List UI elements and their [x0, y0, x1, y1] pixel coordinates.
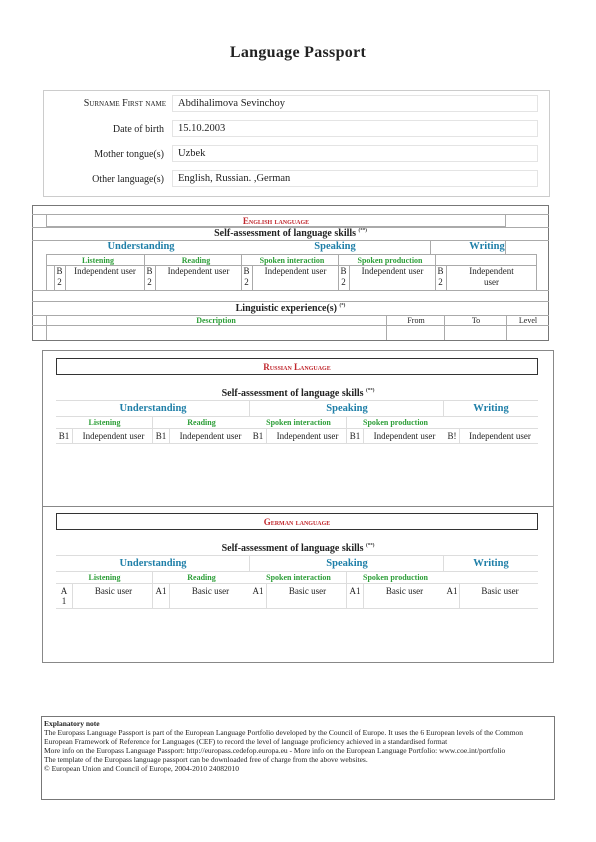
other-languages-label: Other language(s)	[92, 174, 164, 185]
russian-writing-code: B!	[447, 431, 457, 441]
explanatory-note-heading: Explanatory note	[44, 719, 100, 728]
german-self-assessment-mark: (**)	[366, 543, 375, 549]
german-listening-desc: Basic user	[94, 586, 133, 596]
russian-understanding: Understanding	[119, 403, 187, 414]
explanatory-note-box	[41, 716, 555, 800]
german-spoken-production: Spoken production	[363, 573, 428, 582]
german-spoken-interaction: Spoken interaction	[266, 573, 331, 582]
english-production-desc: Independent user	[361, 266, 424, 276]
english-listening-desc: Independent user	[74, 266, 136, 276]
german-section	[42, 506, 554, 663]
name-field[interactable]: Abdihalimova Sevinchoy	[172, 95, 538, 112]
german-interaction-code: A1	[252, 586, 264, 596]
russian-listening-code: B1	[58, 431, 70, 441]
english-writing-desc: Independent user	[469, 266, 514, 287]
russian-self-assessment-text: Self-assessment of language skills	[221, 388, 364, 399]
russian-reading-code: B1	[155, 431, 167, 441]
explanatory-note-line: © European Union and Council of Europe, 2004-2010 24082010	[44, 764, 240, 773]
english-production-code: B 2	[340, 266, 347, 287]
german-self-assessment	[43, 543, 553, 554]
english-writing-code: B 2	[437, 266, 444, 287]
russian-writing-desc: Independent user	[469, 431, 531, 441]
russian-section	[42, 350, 554, 507]
russian-listening: Listening	[88, 418, 121, 427]
german-production-desc: Basic user	[385, 586, 424, 596]
page-title: Language Passport	[229, 44, 367, 61]
mother-tongue-label: Mother tongue(s)	[94, 149, 164, 160]
german-writing-code: A1	[446, 586, 458, 596]
english-reading: Reading	[181, 256, 211, 265]
german-writing: Writing	[473, 558, 509, 569]
english-reading-code: B 2	[146, 266, 153, 287]
explanatory-note-line: The template of the Europass language passport can be downloaded free of charge from the above websites.	[44, 755, 368, 764]
german-reading: Reading	[187, 573, 216, 582]
mother-tongue-field[interactable]: Uzbek	[172, 145, 538, 162]
english-from-header: From	[407, 316, 425, 325]
german-listening: Listening	[88, 573, 121, 582]
german-listening-code: A 1	[60, 586, 68, 606]
russian-heading: Russian Language	[263, 362, 331, 372]
russian-reading: Reading	[187, 418, 216, 427]
russian-reading-desc: Independent user	[179, 431, 242, 441]
german-speaking: Speaking	[326, 558, 368, 569]
german-reading-code: A1	[155, 586, 167, 596]
english-experience	[32, 303, 549, 314]
english-section	[32, 205, 549, 341]
russian-production-desc: Independent user	[373, 431, 436, 441]
english-level-header: Level	[518, 316, 538, 325]
english-spoken-interaction: Spoken interaction	[259, 256, 325, 265]
english-interaction-desc: Independent user	[264, 266, 327, 276]
explanatory-note-line: More info on the Europass Language Passport: http://europass.cedefop.europa.eu - More info on the European Language Portfolio: www.coe.int/portfolio	[44, 746, 506, 755]
russian-writing: Writing	[473, 403, 509, 414]
english-understanding: Understanding	[107, 241, 175, 252]
russian-production-code: B1	[349, 431, 361, 441]
german-self-assessment-text: Self-assessment of language skills	[221, 543, 364, 554]
english-speaking: Speaking	[314, 241, 356, 252]
name-label	[46, 98, 166, 109]
other-languages-field[interactable]: English, Russian. ,German	[172, 170, 538, 187]
dob-field[interactable]: 15.10.2003	[172, 120, 538, 137]
german-writing-desc: Basic user	[481, 586, 519, 596]
first-name-label: First name	[122, 98, 166, 109]
english-description-header: Description	[196, 316, 236, 325]
russian-self-assessment-mark: (**)	[366, 388, 375, 394]
russian-spoken-interaction: Spoken interaction	[266, 418, 331, 427]
english-interaction-code: B 2	[243, 266, 250, 287]
explanatory-note-line: The Europass Language Passport is part of the European Language Portfolio developed by the Council of Europe. It uses the 6 European levels of the Common European Framework of Reference for Languages (CEF) to record the level of language proficiency achieved in a standardised format	[44, 728, 524, 746]
russian-interaction-code: B1	[252, 431, 264, 441]
english-reading-desc: Independent user	[167, 266, 230, 276]
german-understanding: Understanding	[119, 558, 187, 569]
german-production-code: A1	[349, 586, 361, 596]
english-heading: English language	[242, 216, 310, 226]
english-self-assessment	[32, 228, 549, 239]
surname-label: Surname	[83, 98, 120, 109]
english-experience-text: Linguistic experience(s)	[235, 303, 338, 314]
english-self-assessment-text: Self-assessment of language skills	[214, 228, 357, 239]
german-reading-desc: Basic user	[191, 586, 230, 596]
english-to-header: To	[471, 316, 481, 325]
english-writing: Writing	[469, 241, 505, 252]
russian-interaction-desc: Independent user	[276, 431, 339, 441]
english-spoken-production: Spoken production	[357, 256, 423, 265]
english-listening-code: B 2	[56, 266, 63, 287]
english-listening: Listening	[81, 256, 114, 265]
dob-label: Date of birth	[112, 124, 164, 135]
russian-self-assessment	[43, 388, 553, 399]
russian-spoken-production: Spoken production	[363, 418, 428, 427]
russian-listening-desc: Independent user	[82, 431, 145, 441]
german-interaction-desc: Basic user	[288, 586, 327, 596]
german-heading: German language	[263, 517, 331, 527]
russian-speaking: Speaking	[326, 403, 368, 414]
english-self-assessment-mark: (**)	[358, 228, 367, 234]
english-experience-mark: (*)	[339, 303, 346, 309]
